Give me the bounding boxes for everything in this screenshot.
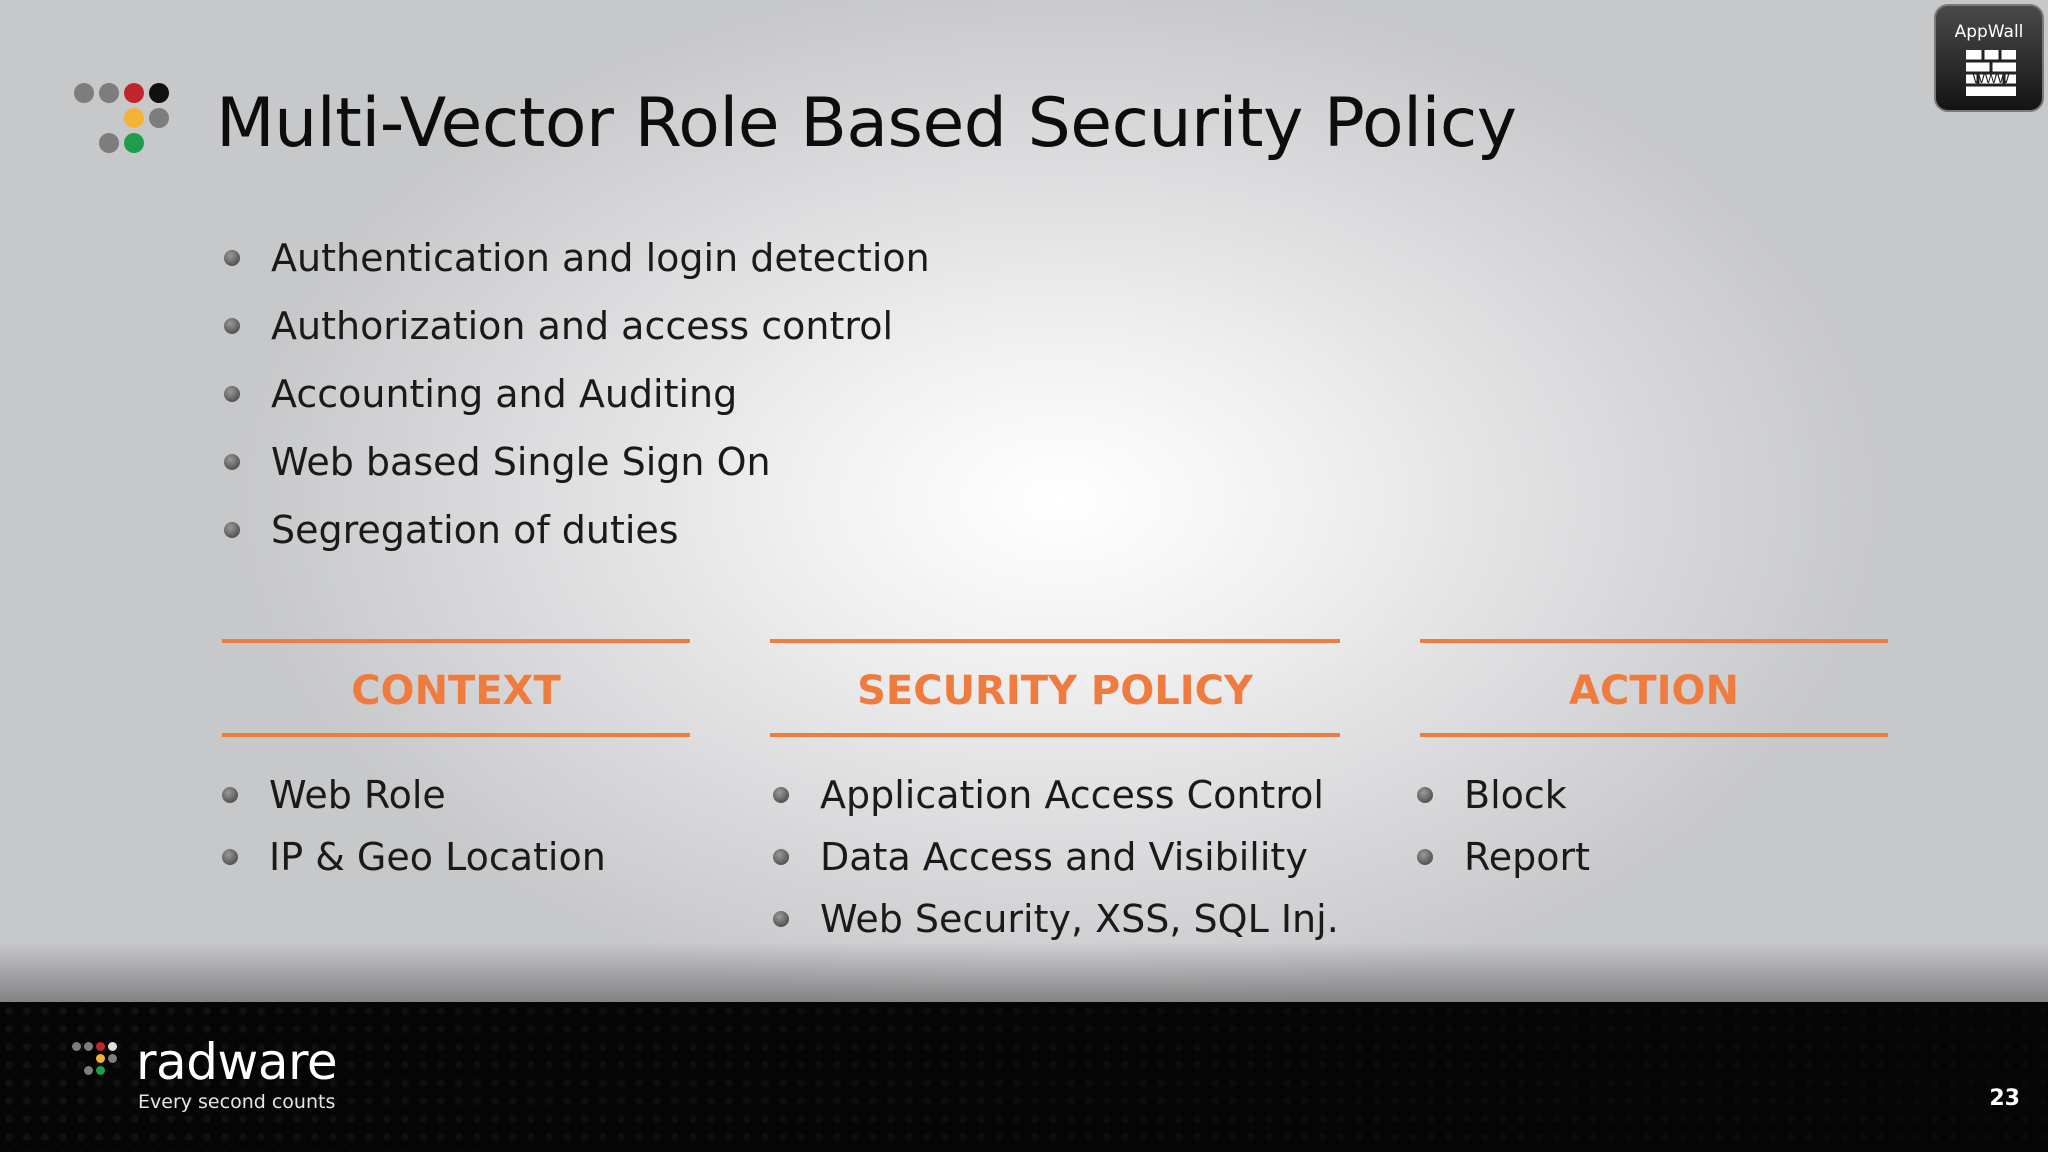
page-number: 23 [1989,1086,2020,1111]
bullet-icon [222,787,238,803]
bullet-icon [222,849,238,865]
radware-small-logo-icon [72,1042,132,1092]
security-policy-heading: SECURITY POLICY [857,668,1253,714]
context-bottom-rule [222,733,690,737]
bullet-icon [773,787,789,803]
appwall-badge [1934,4,2044,112]
bullet-icon [224,250,240,266]
action-top-rule [1420,639,1888,643]
bullet-icon [773,849,789,865]
brand-name: radware [136,1033,338,1091]
bullet-icon [224,522,240,538]
action-bottom-rule [1420,733,1888,737]
context-heading: CONTEXT [351,668,561,714]
appwall-label: AppWall [1954,22,2024,42]
bullet-icon [224,386,240,402]
bullet-icon [1417,787,1433,803]
www-icon-text: WWW [1972,71,2010,86]
bullet-icon [773,911,789,927]
footer-bar [0,1002,2048,1152]
bullet-icon [224,318,240,334]
brick-wall-www-icon [1966,50,2016,96]
radware-dots-logo-icon [74,83,174,161]
bullet-icon [1417,849,1433,865]
security-policy-bottom-rule [770,733,1340,737]
page-title: Multi-Vector Role Based Security Policy [216,84,1517,163]
slide: Multi-Vector Role Based Security Policy AppWall WWW Authentication and login detection Authorization and access control Accounting and Auditing Web based Single Sign On Segregation of duties CONTEXT Web Role IP & Geo Location SECURITY POLICY Application Access Control Data Access and Visibility Web Security, XSS, SQL Inj. ACTION Block Report [0,0,2048,1002]
bullet-icon [224,454,240,470]
security-policy-top-rule [770,639,1340,643]
action-heading: ACTION [1569,668,1739,714]
context-top-rule [222,639,690,643]
brand-tagline: Every second counts [138,1091,336,1113]
